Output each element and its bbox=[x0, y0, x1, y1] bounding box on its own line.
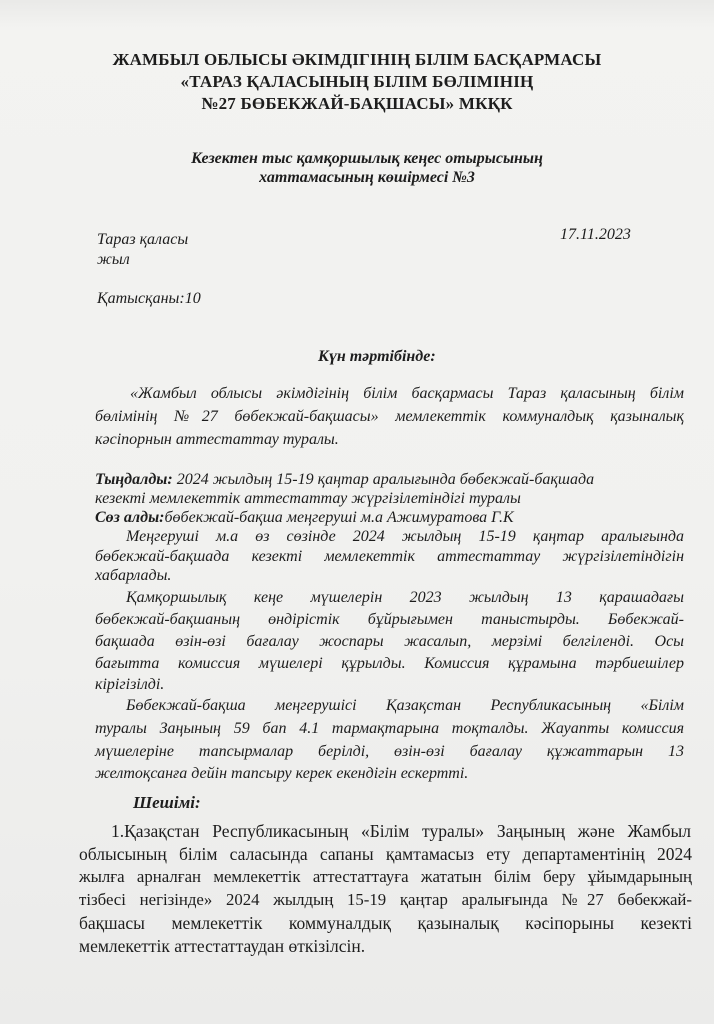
para3-line-1: Бөбекжай-бақша меңгерушісі Қазақстан Республикасының «Білім bbox=[126, 697, 684, 714]
speaker-text: бөбекжай-бақша меңгеруші м.а Ажимуратова Г.К bbox=[164, 509, 514, 526]
agenda-line-3: кәсіпорнын аттестаттау туралы. bbox=[95, 431, 339, 448]
speaker-line bbox=[95, 509, 514, 527]
agenda-line-2: бөлімінің №27 бөбекжай-бақшасы» мемлекеттік коммуналдық қазыналық bbox=[95, 408, 684, 425]
heard-line-1 bbox=[95, 471, 684, 489]
heard-label: Тыңдалды: bbox=[95, 471, 173, 488]
para3-line-2: туралы Заңының 59 бап 4.1 тармақтарына тоқталды. Жауапты комиссия bbox=[95, 720, 684, 737]
agenda-heading: Күн тәртібінде: bbox=[318, 348, 436, 365]
para2-line-4: бағытта комиссия мүшелері құрылды. Комиссия құрамына тәрбиешілер bbox=[95, 655, 684, 672]
attendees-count: Қатысқаны:10 bbox=[97, 290, 201, 307]
doc-title-line-2: хаттамасының көшірмесі №3 bbox=[259, 169, 475, 186]
org-header-line-3: №27 БӨБЕКЖАЙ-БАҚШАСЫ» МКҚК bbox=[201, 94, 513, 113]
decision-line-2: облысының білім саласында сапаны қамтамасыз ету департаментінің 2024 bbox=[79, 844, 692, 864]
para1-line-1: Меңгеруші м.а өз сөзінде 2024 жылдың 15-19 қаңтар аралығында bbox=[126, 528, 684, 545]
heard-text: 2024 жылдың 15-19 қаңтар аралығында бөбекжай-бақшада bbox=[172, 471, 595, 488]
speaker-label: Сөз алды: bbox=[95, 509, 165, 526]
decision-line-3: жылға арналған мемлекеттік аттестаттауға жататын білім беру ұйымдарының bbox=[79, 867, 692, 886]
para1-line-3: хабарлады. bbox=[95, 567, 172, 584]
decision-heading: Шешімі: bbox=[133, 793, 201, 812]
para3-line-3: мүшелеріне тапсырмалар берілді, өзін-өзі бағалау құжаттарын 13 bbox=[95, 743, 684, 760]
heard-line-2: кезекті мемлекеттік аттестаттау жүргізілетіндігі туралы bbox=[95, 490, 521, 507]
decision-line-5: бақшасы мемлекеттік коммуналдық қазыналық кәсіпорыны кезекті bbox=[79, 913, 692, 933]
decision-line-4: тізбесі негізінде» 2024 жылдың 15-19 қаңтар аралығында №27 бөбекжай- bbox=[79, 890, 692, 909]
org-header-line-2: «ТАРАЗ ҚАЛАСЫНЫҢ БІЛІМ БӨЛІМІНІҢ bbox=[180, 72, 534, 91]
decision-line-1: 1.Қазақстан Республикасының «Білім туралы» Заңының және Жамбыл bbox=[111, 821, 691, 841]
org-header-line-1: ЖАМБЫЛ ОБЛЫСЫ ӘКІМДІГІНІҢ БІЛІМ БАСҚАРМАСЫ bbox=[112, 50, 602, 69]
decision-line-6: мемлекеттік аттестаттаудан өткізілсін. bbox=[79, 936, 366, 956]
para1-line-2: бөбекжай-бақшада кезекті мемлекеттік аттестаттау жүргізілетіндігін bbox=[95, 548, 684, 565]
para2-line-3: бақшада өзін-өзі бағалау жоспары жасалып, мерзімі белгіленді. Осы bbox=[95, 633, 684, 650]
city-label: Тараз қаласы bbox=[97, 231, 189, 248]
agenda-line-1: «Жамбыл облысы әкімдігінің білім басқармасы Тараз қаласының білім bbox=[130, 385, 684, 402]
page-shadow bbox=[0, 0, 714, 28]
doc-title-line-1: Кезектен тыс қамқоршылық кеңес отырысының bbox=[191, 150, 543, 167]
para2-line-2: бөбекжай-бақшаның өндірістік бұйрығымен таныстырды. Бөбекжай- bbox=[95, 611, 684, 628]
meeting-date: 17.11.2023 bbox=[560, 226, 631, 243]
para2-line-1: Қамқоршылық кеңе мүшелерін 2023 жылдың 13 қарашадағы bbox=[126, 589, 684, 606]
para2-line-5: кірігізілді. bbox=[95, 676, 165, 693]
para3-line-4: желтоқсанға дейін тапсыру керек екендігін ескертті. bbox=[95, 765, 469, 782]
year-word: жыл bbox=[97, 251, 130, 268]
